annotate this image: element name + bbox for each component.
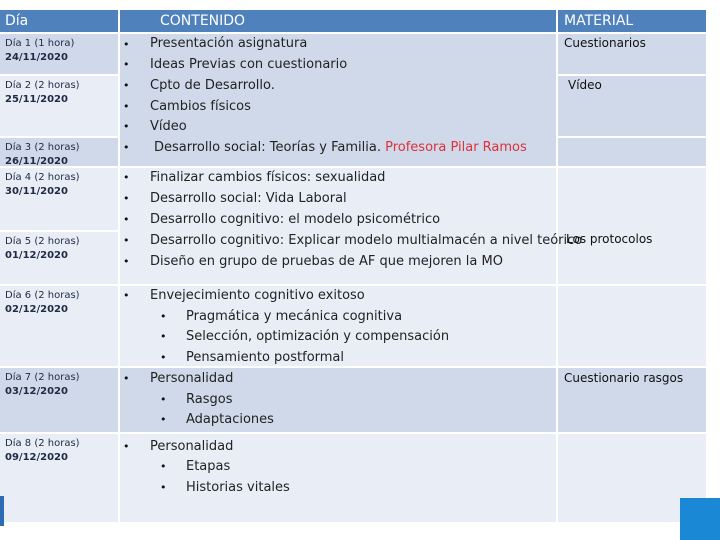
content-item: Cambios físicos (150, 99, 251, 114)
day-date: 03/12/2020 (5, 386, 68, 397)
bullet-icon: • (123, 372, 130, 385)
content-item: Desarrollo social: Vida Laboral (150, 191, 347, 206)
day-label: Día 4 (2 horas) (5, 172, 80, 183)
content-item: Personalidad (150, 371, 234, 386)
day-cell (0, 368, 118, 432)
bullet-icon: • (123, 171, 130, 184)
day-date: 30/11/2020 (5, 186, 68, 197)
content-item: Diseño en grupo de pruebas de AF que mejoren la MO (150, 254, 503, 269)
day-date: 26/11/2020 (5, 156, 68, 167)
day-label: Día 2 (2 horas) (5, 80, 80, 91)
schedule-table (0, 10, 706, 522)
bullet-icon: • (123, 255, 130, 268)
content-subitem: Selección, optimización y compensación (186, 329, 450, 344)
content-item: Vídeo (150, 119, 187, 134)
day-date: 01/12/2020 (5, 250, 68, 261)
content-subitem: Etapas (186, 459, 231, 474)
bullet-icon: • (160, 351, 167, 364)
header-material: MATERIAL (558, 10, 706, 32)
content-subitem: Rasgos (186, 392, 233, 407)
content-item: Presentación asignatura (150, 36, 308, 51)
content-item: Ideas Previas con cuestionario (150, 57, 348, 72)
bullet-icon: • (123, 79, 130, 92)
day-cell (0, 138, 118, 166)
day-cell (0, 434, 118, 522)
bullet-icon: • (123, 38, 130, 51)
material-item: Los protocolos (566, 232, 653, 246)
day-date: 09/12/2020 (5, 452, 68, 463)
bullet-icon: • (123, 440, 130, 453)
day-date: 25/11/2020 (5, 94, 68, 105)
day-label: Día 8 (2 horas) (5, 438, 80, 449)
content-subitem: Pensamiento postformal (186, 350, 345, 365)
content-item: Desarrollo cognitivo: el modelo psicométrico (150, 212, 441, 227)
content-subitem: Adaptaciones (186, 412, 274, 427)
content-item: Personalidad (150, 439, 234, 454)
bullet-icon: • (160, 330, 167, 343)
bullet-icon: • (123, 213, 130, 226)
bullet-icon: • (123, 141, 130, 154)
day-cell (0, 286, 118, 366)
content-subitem: Pragmática y mecánica cognitiva (186, 309, 403, 324)
day-label: Día 6 (2 horas) (5, 290, 80, 301)
day-label: Día 1 (1 hora) (5, 38, 75, 49)
bullet-icon: • (123, 58, 130, 71)
day-date: 24/11/2020 (5, 52, 68, 63)
day-date: 02/12/2020 (5, 304, 68, 315)
bullet-icon: • (123, 120, 130, 133)
day-label: Día 3 (2 horas) (5, 142, 80, 153)
header-dia: Día (0, 10, 118, 32)
bullet-icon: • (160, 460, 167, 473)
material-item: Cuestionarios (564, 36, 646, 50)
day-label: Día 7 (2 horas) (5, 372, 80, 383)
header-contenido: CONTENIDO (120, 10, 556, 32)
bullet-icon: • (123, 100, 130, 113)
bullet-icon: • (160, 481, 167, 494)
day-label: Día 5 (2 horas) (5, 236, 80, 247)
day-cell (0, 34, 118, 74)
day-cell (0, 232, 118, 284)
content-item: Envejecimiento cognitivo exitoso (150, 288, 365, 303)
content-item: Cpto de Desarrollo. (150, 78, 275, 93)
content-item-text: Desarrollo social: Teorías y Familia. (154, 140, 381, 155)
bullet-icon: • (160, 310, 167, 323)
bullet-icon: • (160, 393, 167, 406)
day-cell (0, 168, 118, 230)
bullet-icon: • (123, 234, 130, 247)
professor-name: Profesora Pilar Ramos (385, 140, 527, 155)
left-accent-strip (0, 496, 4, 526)
bullet-icon: • (123, 192, 130, 205)
material-item: Cuestionario rasgos (564, 371, 684, 385)
bullet-icon: • (160, 413, 167, 426)
material-cell (558, 286, 706, 366)
content-item: Desarrollo cognitivo: Explicar modelo multialmacén a nivel teórico (150, 233, 583, 248)
material-item: Vídeo (568, 78, 602, 92)
content-item: Finalizar cambios físicos: sexualidad (150, 170, 386, 185)
content-subitem: Historias vitales (186, 480, 290, 495)
corner-accent (680, 498, 720, 540)
material-cell (558, 138, 706, 166)
material-cell (558, 168, 706, 284)
content-item (154, 138, 527, 158)
bullet-icon: • (123, 289, 130, 302)
day-cell (0, 76, 118, 136)
